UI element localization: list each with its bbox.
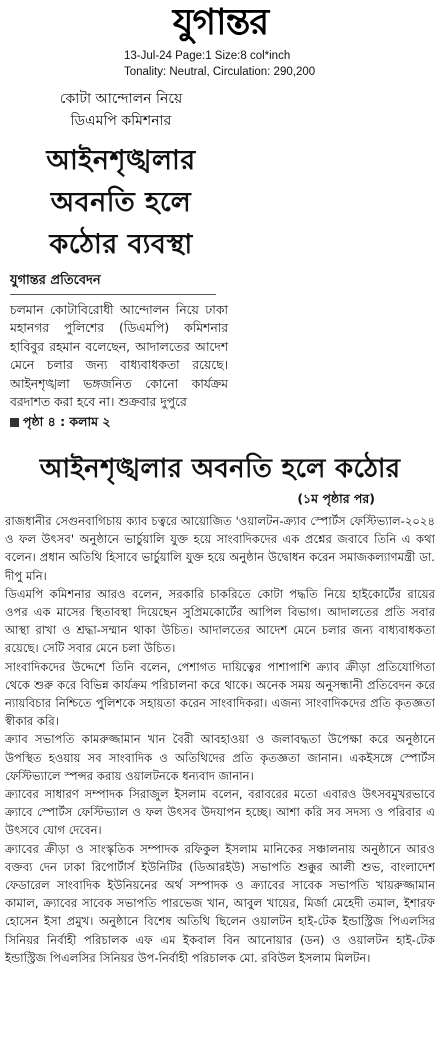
body-paragraph: ক্র্যাব সভাপতি কামরুজ্জামান খান বৈরী আবহাওয়া ও জলাবদ্ধতা উপেক্ষা করে অনুষ্ঠানে উপস্থিত হওয়ায় সব সাংবাদিক ও অতিথিদের প্রতি কৃতজ্ঞতা জানান। একইসঙ্গে স্পোর্টস ফেস্টিভ্যালে স্পন্সর করায় ওয়ালটনকে ধন্যবাদ জানান। [5, 732, 435, 783]
body-paragraph: রাজধানীর সেগুনবাগিচায় ক্যাব চত্বরে আয়োজিত 'ওয়ালটন-ক্র্যাব স্পোর্টস ফেস্টিভ্যাল-২০২৪ ও ফল উৎসব' অনুষ্ঠানে ভার্চুয়ালি যুক্ত হয়ে সাংবাদিকদের এক প্রশ্নের জবাবে তিনি এ কথা বলেন। প্রধান অতিথি হিসাবে ভার্চুয়ালি যুক্ত হয়ে অনুষ্ঠান উদ্বোধন করেন সমাজকল্যাণমন্ত্রী ডা. দীপু মনি। [5, 514, 435, 583]
clip-tonality-circulation: Tonality: Neutral, Circulation: 290,200 [124, 66, 316, 78]
kicker-line: ডিএমপি কমিশনার [70, 113, 172, 129]
continuation-headline: আইনশৃঙ্খলার অবনতি হলে কঠোর [39, 454, 401, 484]
headline-line: আইনশৃঙ্খলার [46, 145, 196, 176]
body-paragraph: ডিএমপি কমিশনার আরও বলেন, সরকারি চাকরিতে কোটা পদ্ধতি নিয়ে হাইকোর্টের রায়ের ওপর এক মাসের স্থিতাবস্থা দিয়েছেন সুপ্রিমকোর্টের আপিল বিভাগ। আদালতের প্রতি সবার আস্থা রাখা ও শ্রদ্ধা-সম্মান থাকা উচিত। আদালতের আদেশ মেনে চলার জন্য বাধ্যবাধকতা রয়েছে। সেটি সবার মেনে চলা উচিত। [5, 586, 435, 656]
body-paragraph: ক্র্যাবের সাধারণ সম্পাদক সিরাজুল ইসলাম বলেন, বরাবরের মতো এবারও উৎসবমুখরভাবে ক্র্যাবে স্পোর্টস ফেস্টিভ্যাল ও ফল উৎসব উদযাপন হচ্ছে। আশা করি সব সদস্য ও পরিবার এ উৎসবে যোগ দেবেন। [5, 787, 435, 838]
article-lead: চলমান কোটাবিরোধী আন্দোলন নিয়ে ঢাকা মহানগর পুলিশের (ডিএমপি) কমিশনার হাবিবুর রহমান বলেছেন, আদালতের আদেশ মেনে চলার জন্য বাধ্যবাধকতা রয়েছে। আইনশৃঙ্খলা ভঙ্গজনিত কোনো কার্যক্রম বরদাশত করা হবে না। শুক্রবার দুপুরে [10, 303, 228, 410]
continuation-article [5, 450, 435, 967]
article-byline: যুগান্তর প্রতিবেদন [10, 272, 216, 295]
headline-line: অবনতি হলে [50, 187, 192, 218]
front-page-article [10, 88, 232, 450]
continued-from-label: (১ম পৃষ্ঠার পর) [297, 491, 375, 506]
newspaper-masthead [0, 0, 441, 48]
body-paragraph: ক্র্যাবের ক্রীড়া ও সাংস্কৃতিক সম্পাদক রফিকুল ইসলাম মানিকের সঞ্চালনায় অনুষ্ঠানে আরও বক্তব্য দেন ঢাকা রিপোর্টার্স ইউনিটির (ডিআরইউ) সভাপতি শুক্কুর আলী শুভ, বাংলাদেশ ফেডারেল সাংবাদিক ইউনিয়নের অর্থ সম্পাদক ও ক্র্যাবের সাবেক সভাপতি খায়রুজ্জামান কামাল, ক্র্যাবের সাবেক সভাপতি পারভেজ খান, আবুল খায়ের, মির্জা মেহেদী তমাল, ইশারফ হোসেন ইসা প্রমুখ। অনুষ্ঠানে বিশেষ অতিথি ছিলেন ওয়ালটন হাই-টেক ইন্ডাস্ট্রিজ পিএলসির সিনিয়র নির্বাহী পরিচালক এফ এম ইকবাল বিন আনোয়ার (ডন) ও ওয়ালটন হাই-টেক ইন্ডাস্ট্রিজ পিএলসির সিনিয়র উপ-নির্বাহী পরিচালক মো. রবিউল ইসলাম মিলটন। [5, 841, 435, 965]
article-body [5, 512, 435, 967]
article-kicker [10, 88, 232, 132]
kicker-line: কোটা আন্দোলন নিয়ে [59, 91, 183, 107]
square-bullet-icon [10, 418, 19, 427]
article-headline [10, 140, 232, 266]
clip-date-page-size: 13-Jul-24 Page:1 Size:8 col*inch [124, 50, 291, 62]
headline-line: কঠোর ব্যবস্থা [49, 229, 193, 260]
body-paragraph: সাংবাদিকদের উদ্দেশে তিনি বলেন, পেশাগত দায়িত্বের পাশাপাশি ক্র্যাব ক্রীড়া প্রতিযোগিতা থেকে শুরু করে বিভিন্ন কার্যক্রম পরিচালনা করে থাকে। অনেক সময় অনুসন্ধানী প্রতিবেদন করে ন্যায়বিচার নিশ্চিতে পুলিশকে সহায়তা করেন সাংবাদিকরা। এজন্য সাংবাদিকদের প্রতি কৃতজ্ঞতা স্বীকার করি। [5, 659, 435, 729]
continued-on-text: পৃষ্ঠা ৪ : কলাম ২ [23, 414, 111, 430]
newspaper-logo: যুগান্তর [172, 1, 269, 43]
clipping-metadata [124, 48, 434, 80]
continued-on-marker [10, 413, 232, 431]
